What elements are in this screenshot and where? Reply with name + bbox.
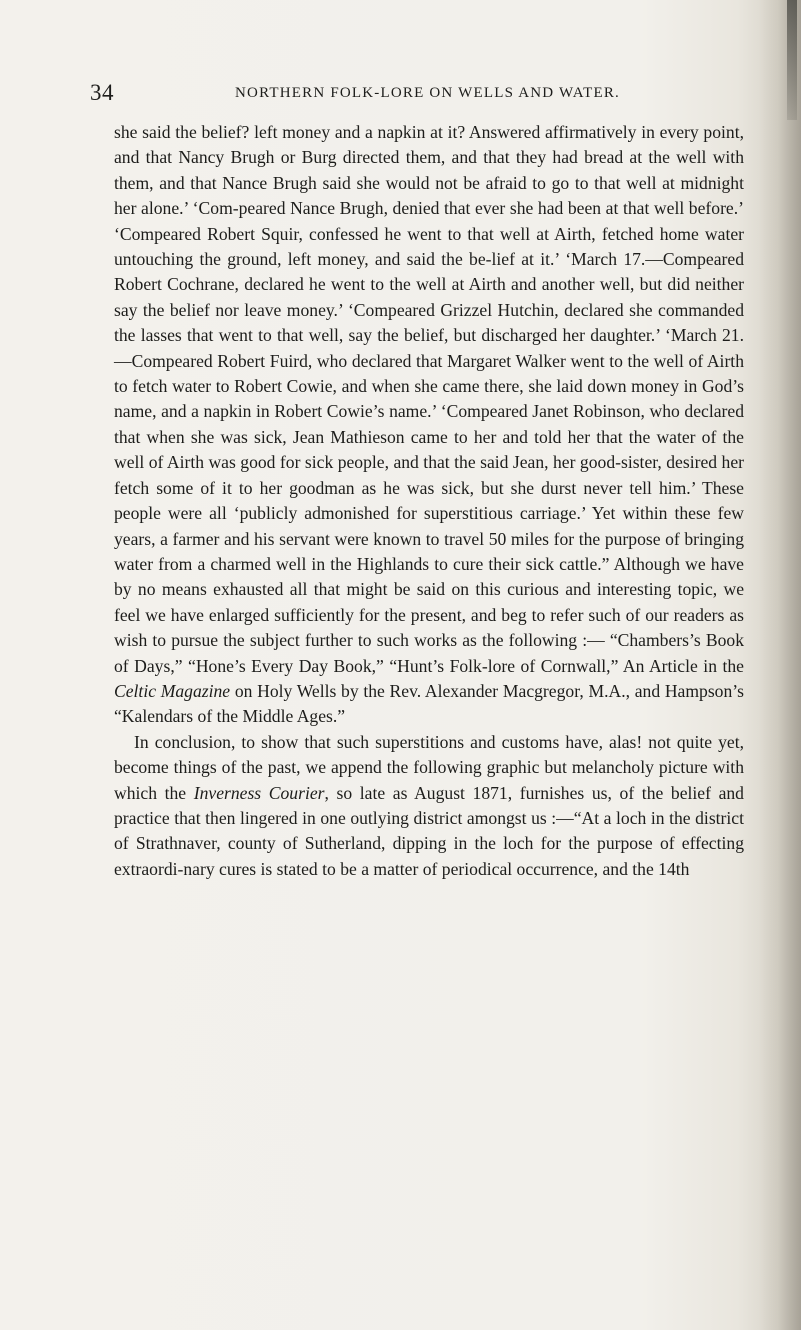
page-edge-shadow [759, 0, 801, 1330]
italic-title: Inverness Courier [193, 782, 325, 803]
paragraph [114, 730, 744, 882]
text-segment: In conclusion, to show that such superstitions and customs have, alas! not quite yet, become things of the past, we append the following graphic but melancholy picture with which the [114, 731, 744, 803]
page-number: 34 [90, 80, 114, 105]
page-header [90, 80, 745, 110]
text-segment: she said the belief? left money and a napkin at it? Answered affirmatively in every point, and that Nancy Brugh or Burg directed them, and that they had bread at the well with them, and that Nance Brugh said she would not be afraid to go to that well at midnight her alone.’ ‘Com-peared Nance Brugh, denied that ever she had been at that well before.’ ‘Compeared Robert Squir, confessed he went to that well at Airth, fetched home water untouching the ground, left money, and said the be-lief at it.’ ‘March 17.—Compeared Robert Cochrane, declared he went to the well at Airth and another well, but did neither say the belief nor leave money.’ ‘Compeared Grizzel Hutchin, declared she commanded the lasses that went to that well, say the belief, but discharged her daughter.’ ‘March 21.—Compeared Robert Fuird, who declared that Margaret Walker went to the well of Airth to fetch water to Robert Cowie, and when she came there, she laid down money in God’s name, and a napkin in Robert Cowie’s name.’ ‘Compeared Janet Robinson, who declared that when she was sick, Jean Mathieson came to her and told her that the water of the well of Airth was good for sick people, and that the said Jean, her good-sister, desired her fetch some of it to her goodman as he was sick, but she durst never tell him.’ These people were all ‘publicly admonished for superstitious carriage.’ Yet within these few years, a farmer and his servant were known to travel 50 miles for the purpose of bringing water from a charmed well in the Highlands to cure their sick cattle.” Although we have by no means exhausted all that might be said on this curious and interesting topic, we feel we have enlarged sufficiently for the present, and beg to refer such of our readers as wish to pursue the subject further to such works as the following :— “Chambers’s Book of Days,” “Hone’s Every Day Book,” “Hunt’s Folk-lore of Cornwall,” An Article in the [114, 122, 744, 676]
italic-title: Celtic Magazine [114, 680, 231, 701]
text-segment: , so late as August 1871, furnishes us, of the belief and practice that then lingered in one outlying district amongst us :—“At a loch in the district of Strathnaver, county of Sutherland, dipping in the loch for the purpose of effecting extraordi-nary cures is stated to be a matter of periodical occurrence, and the 14th [114, 782, 744, 879]
binding-mark [787, 0, 797, 120]
text-segment: on Holy Wells by the Rev. Alexander Macgregor, M.A., and Hampson’s “Kalendars of the Middle Ages.” [114, 680, 744, 727]
body-text [114, 120, 744, 882]
running-title: NORTHERN FOLK-LORE ON WELLS AND WATER. [235, 85, 620, 101]
paragraph [114, 120, 744, 730]
